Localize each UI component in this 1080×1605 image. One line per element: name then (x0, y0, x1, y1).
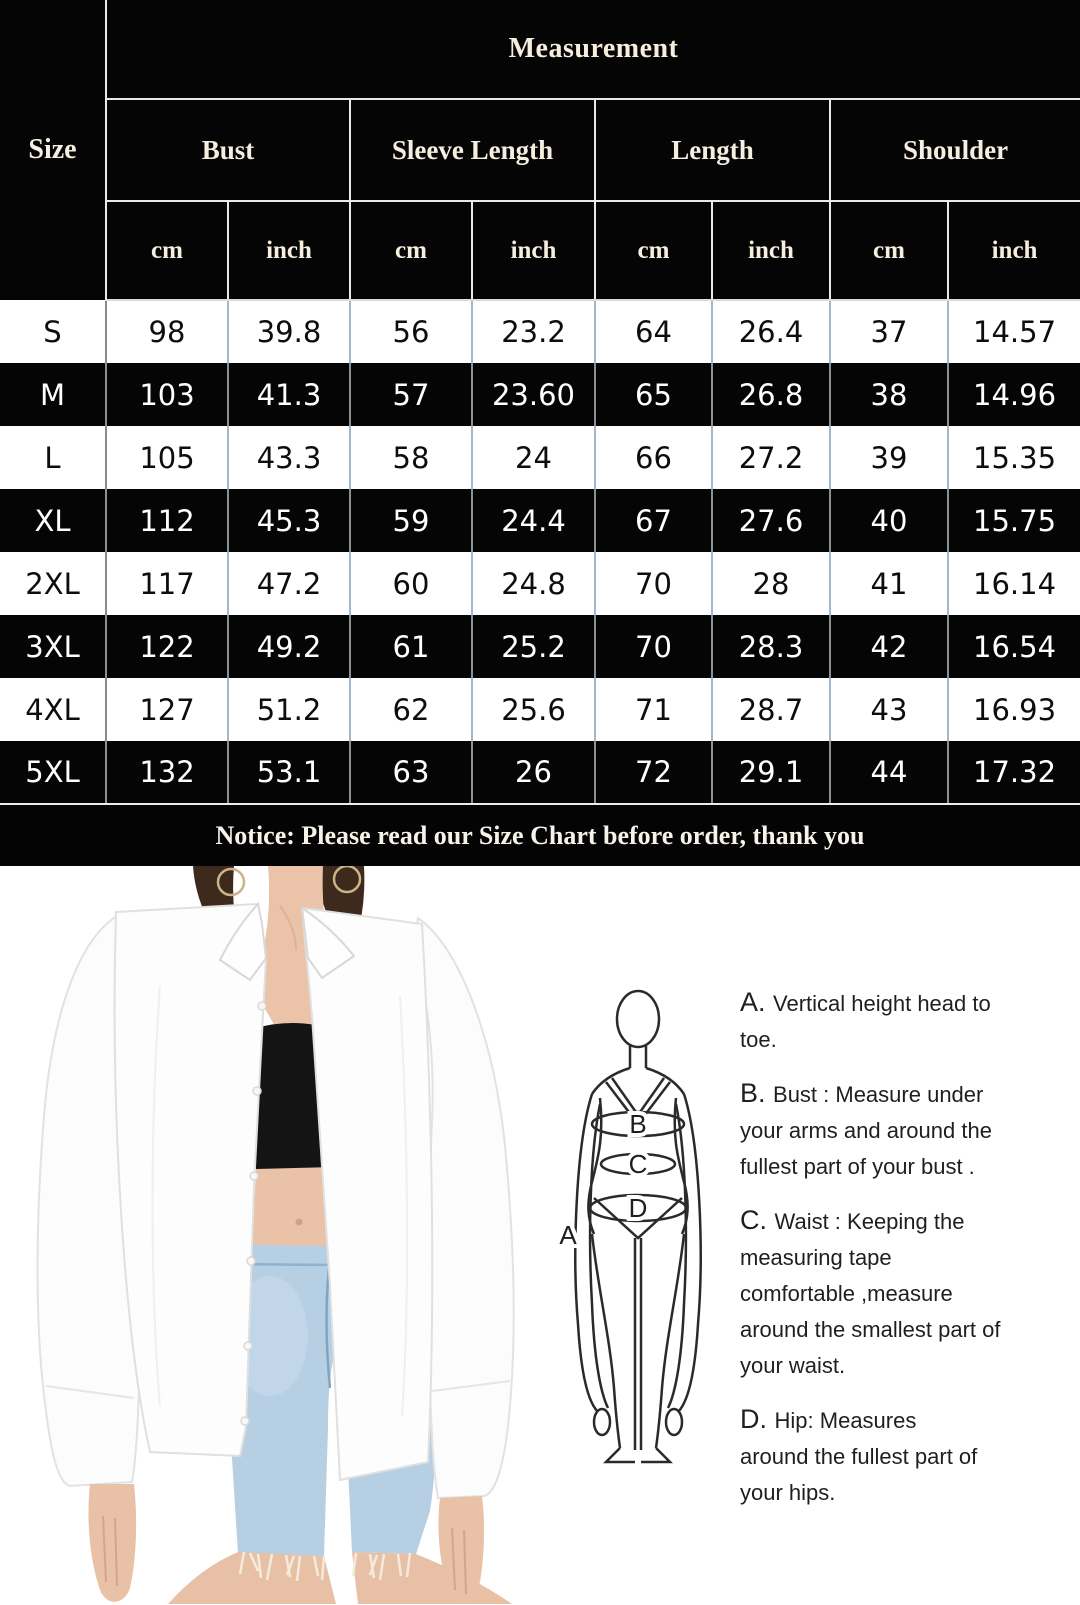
measurement-value: 41 (830, 552, 948, 615)
measurement-value: 57 (350, 363, 472, 426)
unit-header-inch: inch (472, 201, 595, 300)
measurement-value: 64 (595, 300, 712, 363)
table-row-4xl (0, 678, 1080, 741)
size-label: L (0, 426, 106, 489)
table-row-m (0, 363, 1080, 426)
size-label: S (0, 300, 106, 363)
notice-bar (0, 805, 1080, 866)
measurement-value: 17.32 (948, 741, 1080, 804)
measurement-value: 16.54 (973, 629, 1057, 664)
measurement-value: 67 (595, 489, 712, 552)
measurement-value: 25.2 (472, 615, 595, 678)
unit-header-cm: cm (106, 201, 228, 300)
measurement-value: 53.1 (228, 741, 350, 804)
measurement-value: 38 (830, 363, 948, 426)
measurement-value: 16.14 (973, 566, 1057, 601)
measurement-value: 44 (830, 741, 948, 804)
hand-left (88, 1484, 136, 1602)
unit-header-cm: cm (350, 201, 472, 300)
measurement-value: 23.60 (472, 363, 595, 426)
unit-header-cm: cm (830, 201, 948, 300)
measurement-value: 39 (830, 426, 948, 489)
unit-header-inch: inch (712, 201, 830, 300)
mannequin-diagram (548, 972, 748, 1482)
instruction-c: C. Waist : Keeping the measuring tape comfortable ,measure around the smallest part of your waist. (740, 1205, 1001, 1378)
measurement-value: 27.2 (712, 426, 830, 489)
table-row-s (0, 300, 1080, 363)
measurement-value: 62 (350, 678, 472, 741)
measurement-value: 58 (350, 426, 472, 489)
measurement-value: 122 (106, 615, 228, 678)
measurement-value: 127 (106, 678, 228, 741)
table-row-2xl (0, 552, 1080, 615)
size-label: 2XL (0, 552, 106, 615)
size-column-header: Size (0, 0, 106, 300)
measurement-value: 60 (350, 552, 472, 615)
measurement-value: 47.2 (228, 552, 350, 615)
unit-header-inch: inch (948, 201, 1080, 300)
table-row-l (0, 426, 1080, 489)
measurement-value: 29.1 (712, 741, 830, 804)
measurement-value: 16.93 (973, 692, 1057, 727)
measurement-value: 24.8 (472, 552, 595, 615)
marker-label-c: C (628, 1149, 648, 1179)
measurement-value: 27.6 (712, 489, 830, 552)
group-header-bust: Bust (106, 99, 350, 201)
measurement-value: 61 (350, 615, 472, 678)
marker-label-b: B (629, 1109, 647, 1139)
measurement-value: 98 (106, 300, 228, 363)
measurement-value: 43 (830, 678, 948, 741)
group-header-sleeve-length: Sleeve Length (350, 99, 595, 201)
instruction-a: A. Vertical height head to toe. (740, 987, 991, 1052)
measurement-value: 66 (595, 426, 712, 489)
measurement-value: 26.4 (712, 300, 830, 363)
shirt-left-panel (115, 904, 266, 1456)
measurement-value: 15.75 (973, 503, 1057, 538)
measurement-value: 70 (595, 552, 712, 615)
measurement-value: 49.2 (228, 615, 350, 678)
measurement-value: 71 (595, 678, 712, 741)
measurement-value: 56 (350, 300, 472, 363)
size-label: 5XL (0, 741, 106, 804)
table-row-5xl (0, 741, 1080, 804)
marker-label-a: A (559, 1220, 577, 1250)
measurement-value: 24.4 (472, 489, 595, 552)
measurement-value: 43.3 (228, 426, 350, 489)
instruction-b: B. Bust : Measure under your arms and around the fullest part of your bust . (740, 1078, 992, 1179)
measurement-value: 103 (106, 363, 228, 426)
measurement-value: 40 (830, 489, 948, 552)
measuring-instructions (740, 984, 1040, 1528)
measurement-value: 14.96 (973, 377, 1057, 412)
group-header-length: Length (595, 99, 830, 201)
measurement-value: 72 (595, 741, 712, 804)
measurement-value: 25.6 (472, 678, 595, 741)
measurement-value: 28.3 (712, 615, 830, 678)
measurement-value: 70 (595, 615, 712, 678)
table-row-3xl (0, 615, 1080, 678)
measurement-value: 15.35 (973, 440, 1057, 475)
measurement-value: 45.3 (228, 489, 350, 552)
measurement-value: 132 (106, 741, 228, 804)
measurement-value: 26 (472, 741, 595, 804)
measurement-value: 112 (106, 489, 228, 552)
size-label: M (0, 363, 106, 426)
group-header-shoulder: Shoulder (830, 99, 1080, 201)
notice-text: Notice: Please read our Size Chart before order, thank you (215, 820, 865, 850)
measurement-value: 24 (472, 426, 595, 489)
model-photo-illustration (0, 866, 560, 1604)
measurement-value: 105 (106, 426, 228, 489)
size-label: 4XL (0, 678, 106, 741)
measurement-value: 23.2 (472, 300, 595, 363)
table-row-xl (0, 489, 1080, 552)
measurement-value: 26.8 (712, 363, 830, 426)
mannequin-head (617, 991, 659, 1047)
unit-header-cm: cm (595, 201, 712, 300)
size-label: 3XL (0, 615, 106, 678)
measurement-value: 28 (712, 552, 830, 615)
unit-header-inch: inch (228, 201, 350, 300)
measurement-value: 65 (595, 363, 712, 426)
size-label: XL (0, 489, 106, 552)
measurement-value: 63 (350, 741, 472, 804)
measurement-value: 41.3 (228, 363, 350, 426)
measurement-value: 42 (830, 615, 948, 678)
measurement-value: 117 (106, 552, 228, 615)
measurement-value: 37 (830, 300, 948, 363)
instruction-d: D. Hip: Measures around the fullest part of your hips. (740, 1404, 978, 1505)
measurement-value: 28.7 (712, 678, 830, 741)
measurement-value: 51.2 (228, 678, 350, 741)
measurement-value: 39.8 (228, 300, 350, 363)
measurement-value: 59 (350, 489, 472, 552)
product-photo-section (0, 866, 1080, 1604)
measurement-value: 14.57 (973, 315, 1057, 349)
marker-label-d: D (628, 1193, 648, 1223)
measurement-title: Measurement (106, 0, 1080, 99)
